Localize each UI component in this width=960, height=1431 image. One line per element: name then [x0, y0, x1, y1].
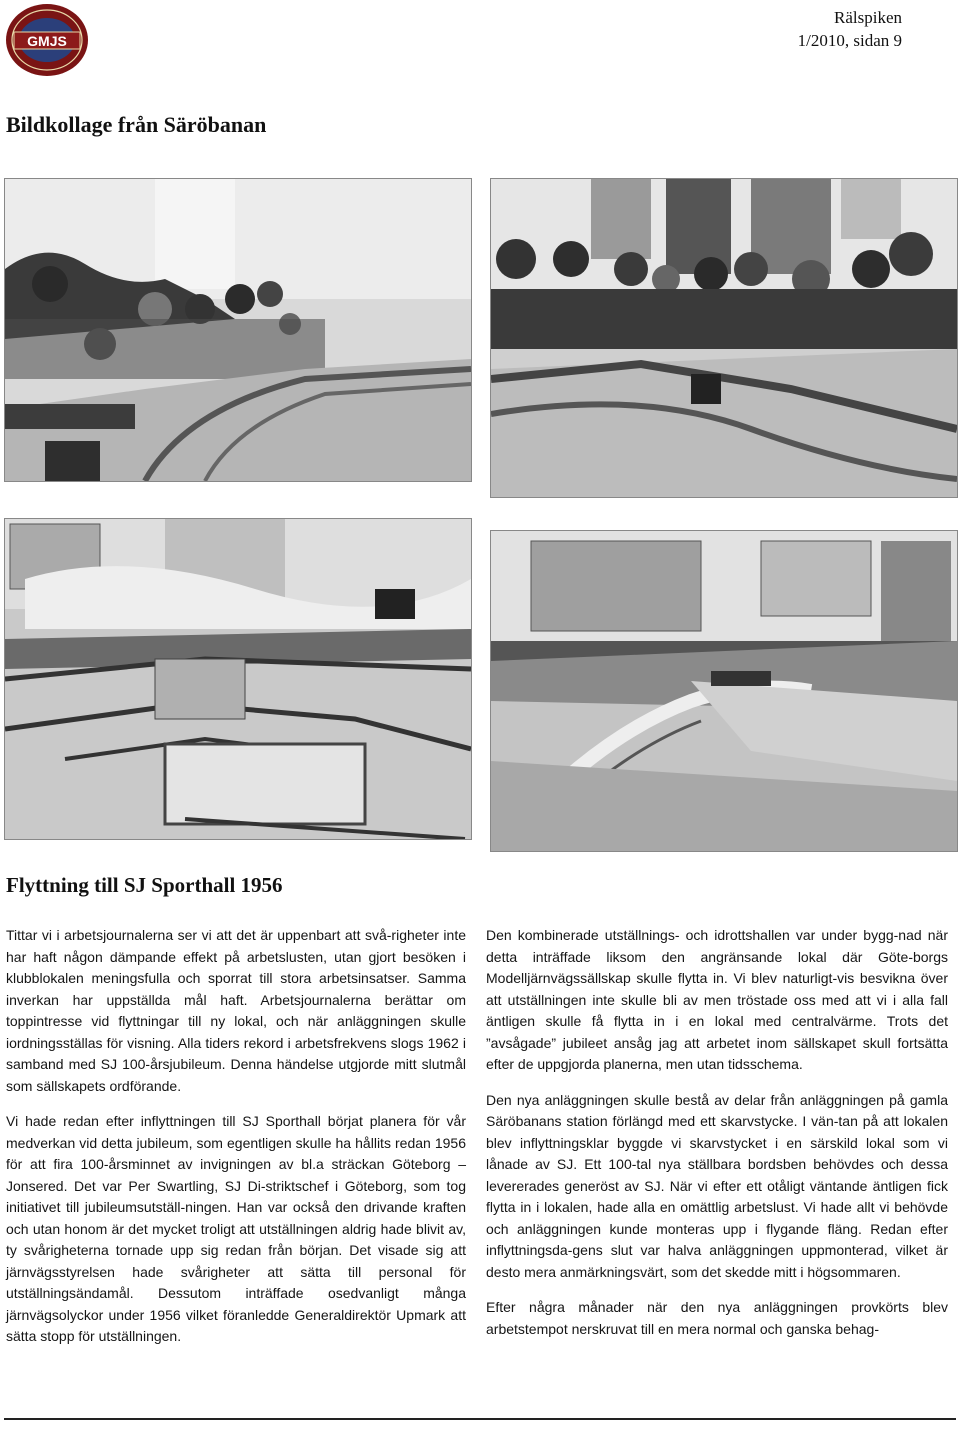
photo-crowd-at-layout-edge	[490, 178, 958, 498]
paragraph: Den kombinerade utställnings- och idrottshallen var under bygg-nad när detta inträffade liksom den angränsande lokal där Göte-borgs Modelljärnvägssällskap skulle flytta in. Vi blev naturligt-vis besvikna över att utställningen inte skulle bli av men tröstade oss med att vi i alla fall äntligen skulle få flytta in i en lokal med centralvärme. Trots det ”avsågade” jubileet ansåg jag att arbetet inom sällskapet skull fortsätta efter de uppgjorda planerna, men utan tidsschema.	[486, 927, 948, 1072]
article-title: Flyttning till SJ Sporthall 1956	[6, 873, 283, 897]
collage-title: Bildkollage från Säröbanan	[6, 112, 267, 137]
article-column-right	[486, 925, 948, 1354]
article-column-left	[6, 925, 466, 1362]
paragraph: Den nya anläggningen skulle bestå av delar från anläggningen på gamla Säröbanans station förlängd med ett skarvstycke. I vän-tan på att lokalen blev inflyttningsklar byggde vi skarvstycket i en särskild lokal som vi lånade av SJ. Ett 100-tal nya ställbara bordsben behövdes och dessa levererades generöst av SJ. När vi efter ett otåligt väntande äntligen fick flytta in i lokalen, hade alla en omättlig arbetslust. Vi hade allt vi behövde och anläggningen kunde monteras upp i flygande fläng. Redan efter inflyttningsda-gens slut var halva anläggningen uppmonterad, vilket är desto mera anmärkningsvärt, som det skedde mitt i högsommaren.	[486, 1091, 948, 1280]
paragraph: Efter några månader när den nya anläggningen provkörts blev arbetstempot nerskruvat till en mera normal och ganska behag-	[486, 1299, 948, 1337]
photo-layout-construction-frames	[4, 518, 472, 840]
logo-text: GMJS	[27, 33, 67, 49]
photo-hall-with-layout-and-ramp	[490, 530, 958, 852]
publication-name: Rälspiken	[834, 8, 902, 27]
footer-rule	[4, 1418, 956, 1420]
gmjs-logo	[4, 2, 90, 78]
issue-page: 1/2010, sidan 9	[797, 31, 902, 50]
paragraph: Tittar vi i arbetsjournalerna ser vi att det är uppenbart att svå-righeter inte har haft någon dämpande effekt på arbetslusten, utan gjort besöken i klubblokalen meningsfulla och sporrat till stora arbetsinsatser. Samma inverkan har uppställda mål haft. Arbetsjournalerna berättar om toppintresse vid flyttningar till ny lokal, och när anläggningen skulle iordningsställas för visning. Alla tiders rekord i arbetsfrekvens slogs 1962 i samband med SJ 100-årsjubileum. Denna händelse utgjorde mitt slutmål som sällskapets ordförande.	[6, 927, 466, 1094]
photo-visitors-watching-layout	[4, 178, 472, 482]
page-header	[798, 6, 902, 52]
paragraph: Vi hade redan efter inflyttningen till SJ Sporthall börjat planera för vår medverkan vid detta jubileum, som egentligen skulle ha hållits redan 1956 för att fira 100-årsminnet av invigningen av bl.a sträckan Göteborg – Jonsered. Det var Per Swartling, SJ Di-striktschef i Göteborg, som tog initiativet till jubileumsutställ-ningen. Han var också den drivande kraften och utan honom är det mycket troligt att utställningen aldrig hade blivit av, ty svårigheterna tornade upp sig redan från början. Det visade sig att järnvägsstyrelsen hade svårigheter att sätta till personal för utställningsändamål. Dessutom inträffade osedvanligt många järnvägsolyckor under 1956 vilket föranledde Generaldirektör Upmark att sätta stopp för utställningen.	[6, 1113, 466, 1344]
